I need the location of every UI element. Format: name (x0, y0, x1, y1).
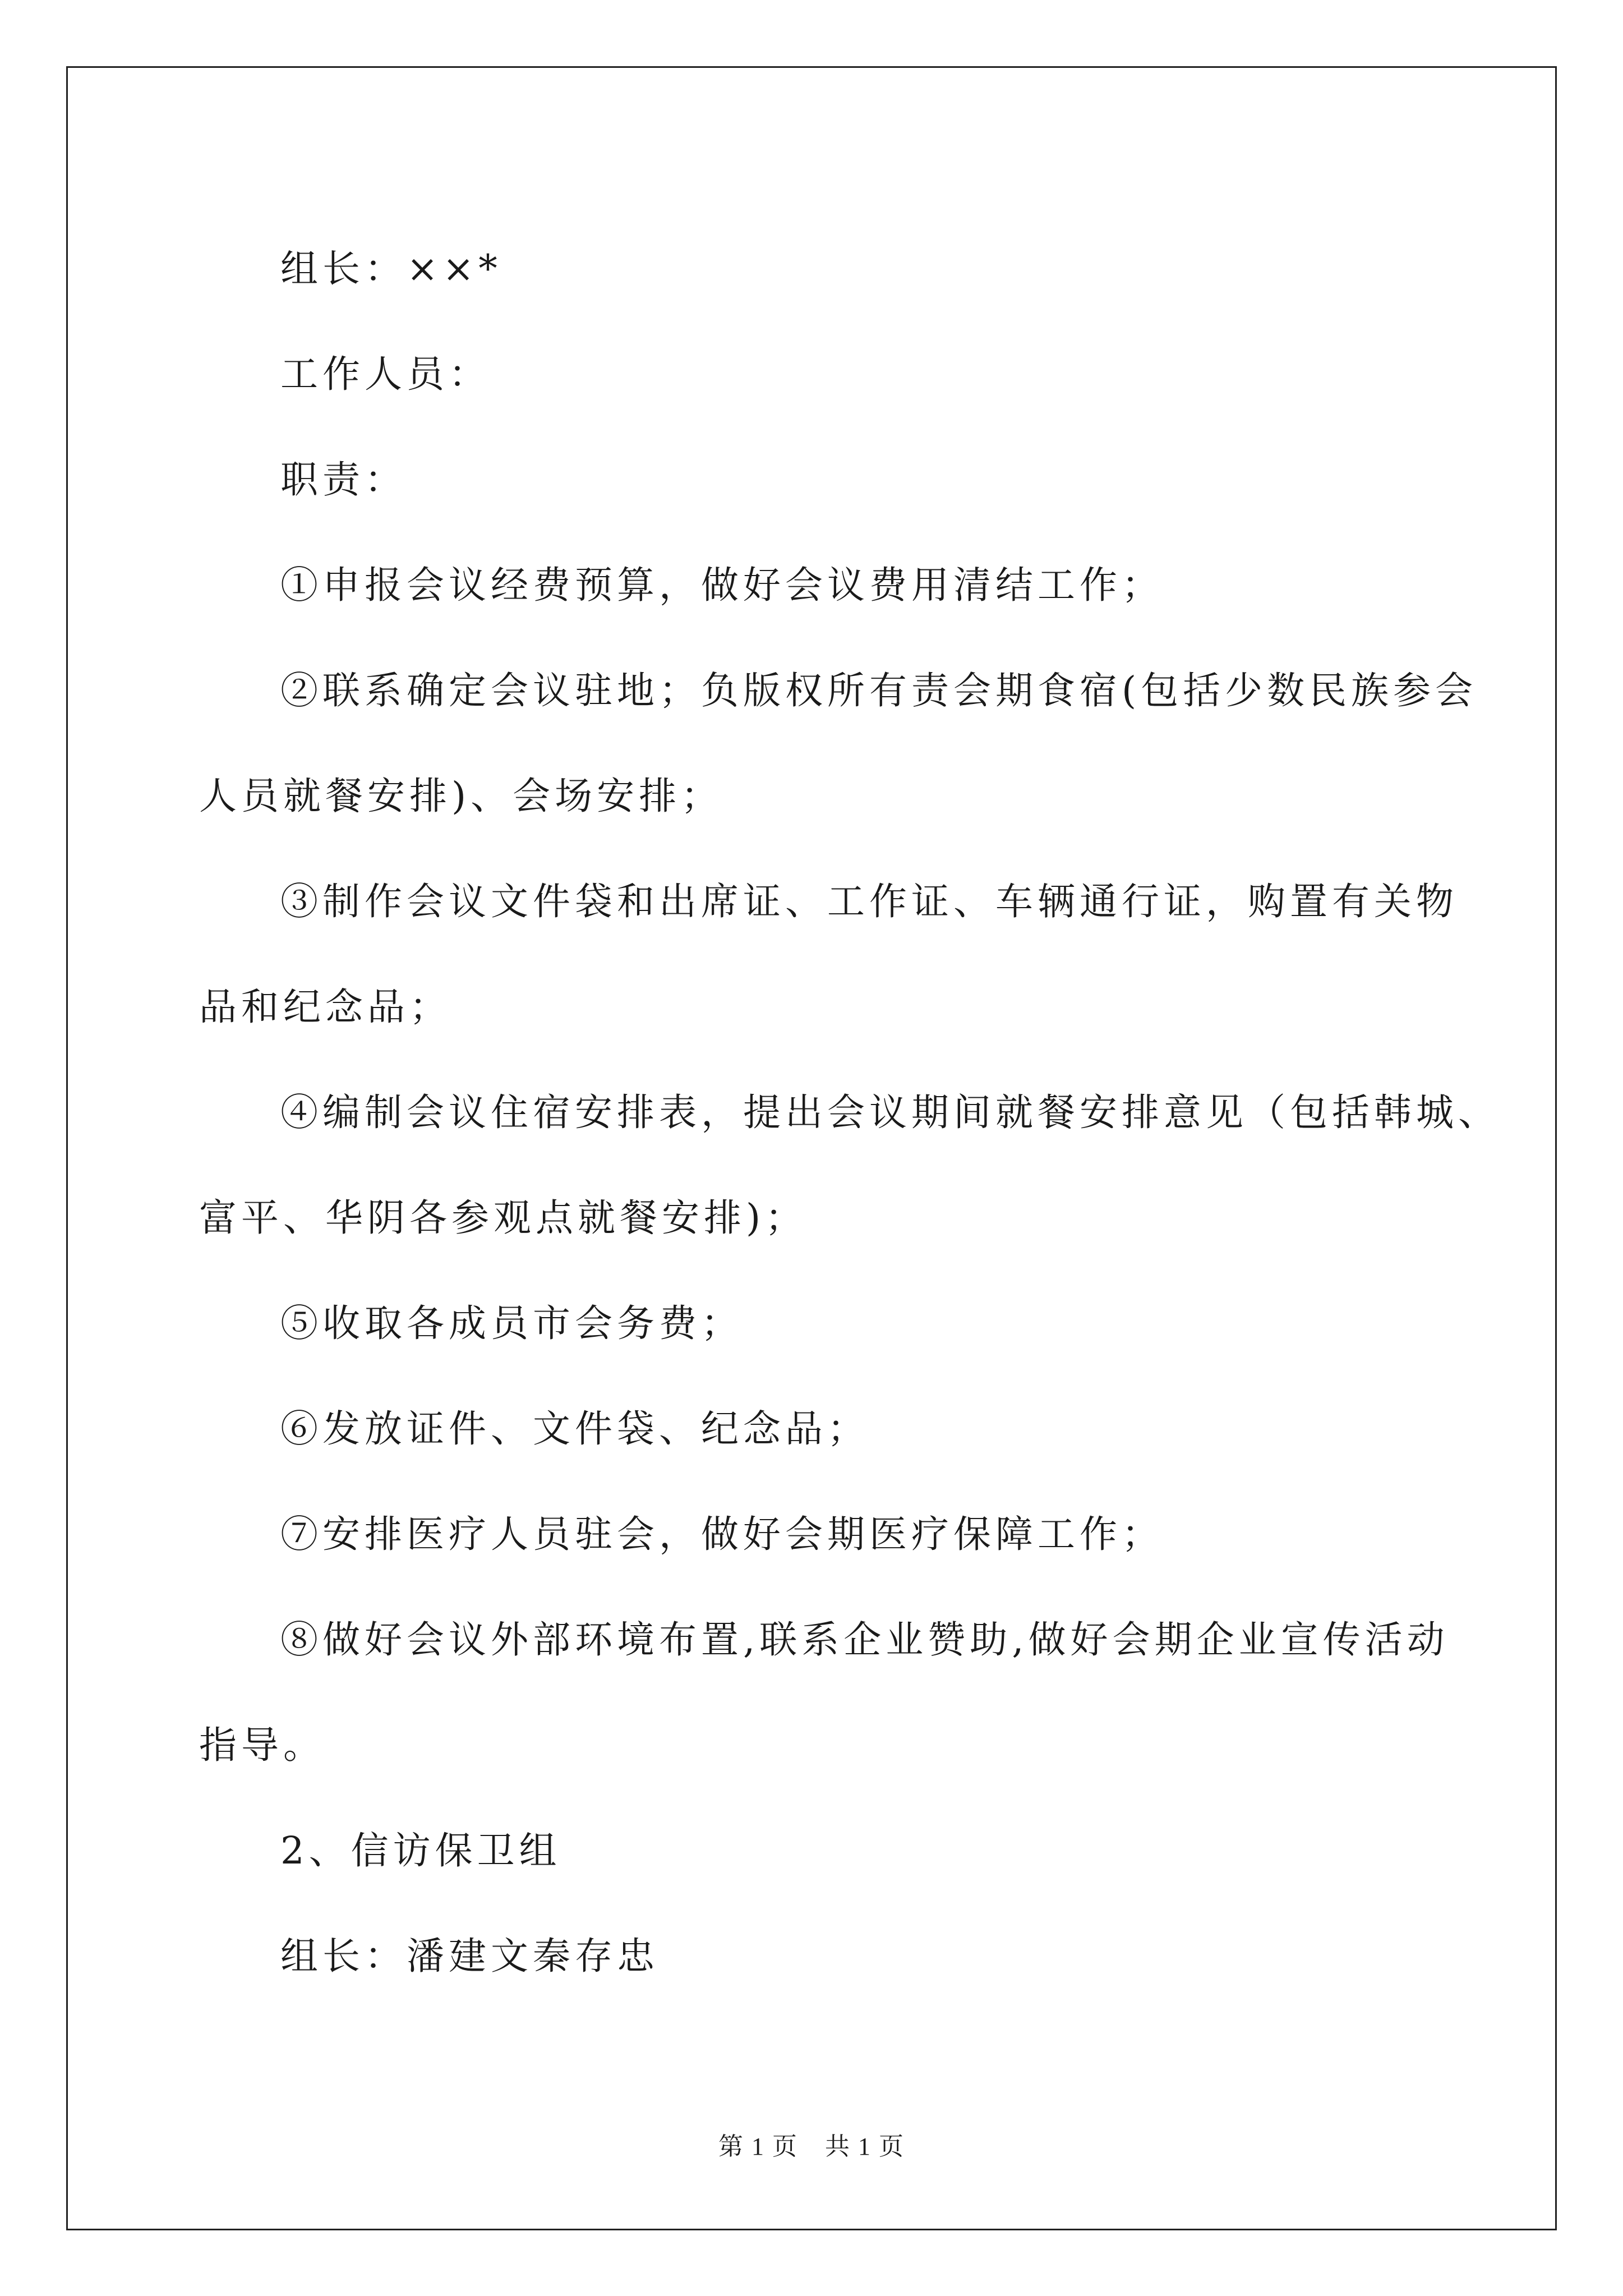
page-footer (0, 2126, 1623, 2162)
paragraph-staff: 工作人员： (280, 352, 491, 396)
paragraph-duty-4-line-2: 富平、华阴各参观点就餐安排)； (199, 1196, 808, 1240)
paragraph-duty-7: ⑦安排医疗人员驻会，做好会期医疗保障工作； (280, 1512, 1164, 1556)
paragraph-duty-3-line-2: 品和纪念品； (199, 985, 451, 1029)
paragraph-duty-6: ⑥发放证件、文件袋、纪念品； (280, 1407, 869, 1451)
section-heading-security-group: 2、信访保卫组 (280, 1829, 561, 1872)
page-number-current: 第 1 页 (718, 2133, 798, 2160)
paragraph-team-leader: 组长：××* (280, 247, 502, 291)
paragraph-security-group-leader: 组长：潘建文秦存忠 (280, 1934, 659, 1978)
paragraph-duty-2-line-1: ②联系确定会议驻地；负版权所有责会期食宿(包括少数民族参会 (280, 669, 1478, 712)
paragraph-duty-1: ①申报会议经费预算，做好会议费用清结工作； (280, 563, 1164, 607)
paragraph-duty-4-line-1: ④编制会议住宿安排表，提出会议期间就餐安排意见（包括韩城、 (280, 1091, 1500, 1134)
paragraph-duty-3-line-1: ③制作会议文件袋和出席证、工作证、车辆通行证，购置有关物 (280, 880, 1458, 923)
paragraph-duty-5: ⑤收取各成员市会务费； (280, 1301, 743, 1345)
paragraph-duties-heading: 职责： (280, 458, 407, 501)
document-body (199, 216, 1500, 2009)
paragraph-duty-8-line-2: 指导。 (199, 1723, 325, 1767)
paragraph-duty-8-line-1: ⑧做好会议外部环境布置,联系企业赞助,做好会期企业宣传活动 (280, 1618, 1449, 1662)
page-number-total: 共 1 页 (825, 2133, 905, 2160)
paragraph-duty-2-line-2: 人员就餐安排)、会场安排； (199, 774, 723, 818)
